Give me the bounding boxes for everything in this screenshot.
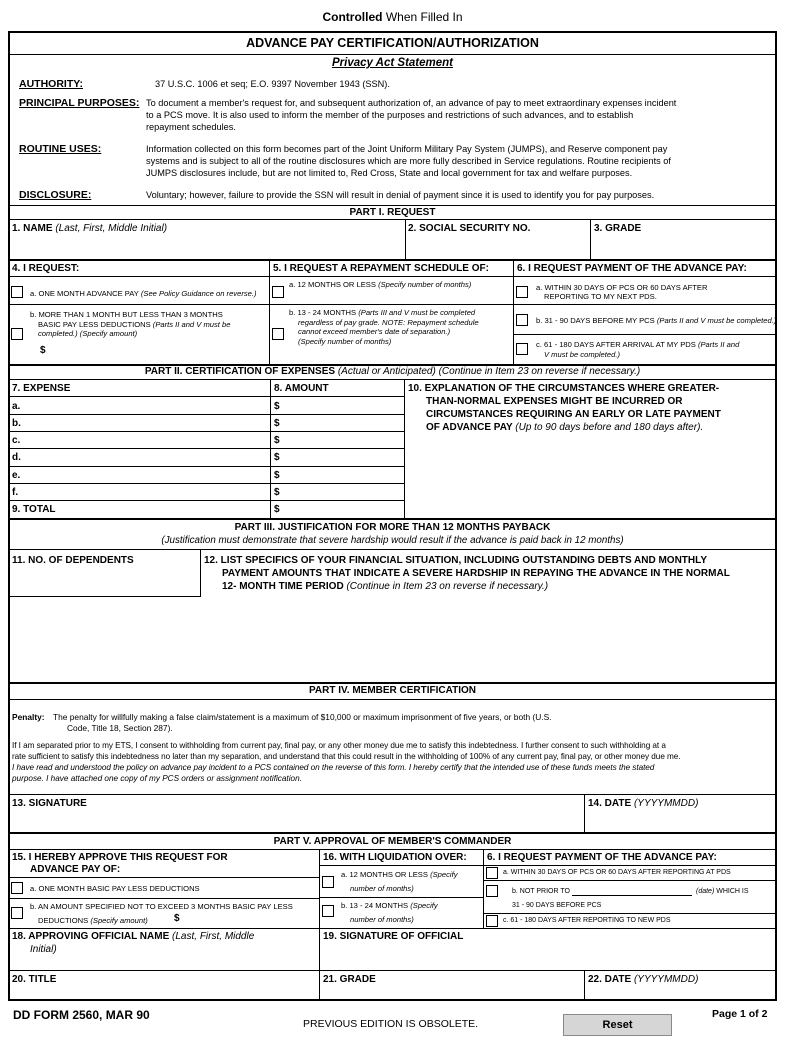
cmd-payment-a-label: a. WITHIN 30 DAYS OF PCS OR 60 DAYS AFTER REPORTING AT PDS [503,869,731,876]
consent-line-4: purpose. I have attached one copy of my PCS orders or assignment notification. [12,774,302,783]
controlled-bold: Controlled [322,10,383,24]
expense-row-b-label: b. [12,418,21,429]
cmd-date-input[interactable] [588,986,774,999]
title-input[interactable] [12,986,315,999]
liquidation-label: 16. WITH LIQUIDATION OVER: [323,852,467,863]
expense-row-f-input[interactable] [30,484,266,499]
repay-b-months-input[interactable] [298,347,508,361]
approve-b-line-1: b. AN AMOUNT SPECIFIED NOT TO EXCEED 3 MONTHS BASIC PAY LESS [30,902,293,911]
amount-label: 8. AMOUNT [274,383,329,394]
liquidation-a-months-input[interactable] [420,880,478,894]
official-name-label: 18. APPROVING OFFICIAL NAME (Last, First, Middle [12,931,255,942]
liquidation-a-line-1: a. 12 MONTHS OR LESS (Specify [341,870,458,879]
official-signature-field[interactable] [323,945,773,968]
payment-b-label: b. 31 - 90 DAYS BEFORE MY PCS (Parts II and V must be completed.) [536,316,777,325]
ssn-label: 2. SOCIAL SECURITY NO. [408,223,531,234]
purposes-line-2: to a PCS move. It is also used to inform the member of the purposes and restrictions of such advances, and to establish [146,110,634,120]
cmd-grade-label: 21. GRADE [323,974,376,985]
amount-row-c-input[interactable] [284,432,401,447]
penalty-line-2: Code, Title 18, Section 287). [67,723,173,733]
expense-row-d-input[interactable] [30,449,266,464]
request-b-checkbox[interactable] [11,328,23,340]
amount-row-a-input[interactable] [284,398,401,413]
dependents-input[interactable] [12,570,198,590]
part5-title: PART V. APPROVAL OF MEMBER'S COMMANDER [273,836,512,847]
specifics-textarea[interactable] [12,598,774,680]
liquidation-b-months-input[interactable] [420,911,478,925]
form-id: DD FORM 2560, MAR 90 [13,1008,150,1022]
cmd-payment-label: 6. I REQUEST PAYMENT OF THE ADVANCE PAY: [487,852,717,863]
disclosure-label: DISCLOSURE: [19,189,92,201]
amount-row-f-input[interactable] [284,484,401,499]
signature-label: 13. SIGNATURE [12,798,87,809]
cmd-payment-b-date-input[interactable] [572,884,692,896]
request-b-line-3: completed.) (Specify amount) [38,329,138,338]
amount-row-f-dollar: $ [274,487,280,498]
cmd-grade-input[interactable] [323,986,581,999]
repay-b-line-4: (Specify number of months) [298,337,392,346]
controlled-notice [0,10,785,24]
request-label: 4. I REQUEST: [12,263,80,274]
amount-row-d-dollar: $ [274,452,280,463]
consent-line-1: If I am separated prior to my ETS, I consent to withholding from current pay, final pay, or any other money due me to satisfy this indebtedness. I further consent to such withholding at a [12,741,666,750]
page-number: Page 1 of 2 [712,1008,768,1020]
official-signature-label: 19. SIGNATURE OF OFFICIAL [323,931,464,942]
grade-input[interactable] [592,236,775,258]
explain-line-4: OF ADVANCE PAY (Up to 90 days before and 180 days after). [426,422,704,433]
repay-b-line-3: cannot exceed member's date of separation.) [298,327,451,336]
cmd-payment-c-label: c. 61 - 180 DAYS AFTER REPORTING TO NEW PDS [503,917,671,924]
name-input[interactable] [10,236,404,258]
explain-line-2: THAN-NORMAL EXPENSES MIGHT BE INCURRED OR [426,396,683,407]
routine-line-3: JUMPS disclosures include, but are not limited to, Red Cross, State and local government for tax and welfare purposes. [146,168,633,178]
routine-line-1: Information collected on this form becomes part of the Joint Uniform Military Pay System (JUMPS), and Reserve component pay [146,144,668,154]
cmd-payment-b-checkbox[interactable] [486,885,498,897]
cmd-payment-b-line-1: b. NOT PRIOR TO [512,888,570,895]
cmd-payment-a-checkbox[interactable] [486,867,498,879]
repay-b-checkbox[interactable] [272,328,284,340]
amount-row-e-input[interactable] [284,467,401,482]
repay-label: 5. I REQUEST A REPAYMENT SCHEDULE OF: [273,263,489,274]
approve-b-amount-input[interactable] [184,912,314,926]
part4-title: PART IV. MEMBER CERTIFICATION [308,685,477,696]
payment-a-checkbox[interactable] [516,286,528,298]
request-b-line-2: BASIC PAY LESS DEDUCTIONS (Parts II and V must be [38,320,231,329]
specifics-line-1: 12. LIST SPECIFICS OF YOUR FINANCIAL SITUATION, INCLUDING OUTSTANDING DEBTS AND MONTHLY [204,555,707,566]
explain-line-3: CIRCUMSTANCES REQUIRING AN EARLY OR LATE PAYMENT [426,409,721,420]
payment-c-line-1: c. 61 - 180 DAYS AFTER ARRIVAL AT MY PDS (Parts II and [536,340,740,349]
total-label: 9. TOTAL [12,504,56,515]
approve-line-2: ADVANCE PAY OF: [30,864,121,875]
request-a-label: a. ONE MONTH ADVANCE PAY (See Policy Guidance on reverse.) [30,289,257,298]
routine-label: ROUTINE USES: [19,143,102,155]
purposes-line-1: To document a member's request for, and subsequent authorization of, an advance of pay to meet extraordinary expenses incident [146,98,677,108]
liquidation-b-checkbox[interactable] [322,905,334,917]
repay-b-line-1: b. 13 - 24 MONTHS (Parts III and V must be completed [289,308,476,317]
payment-a-line-2: REPORTING TO MY NEXT PDS. [544,292,657,301]
payment-label: 6. I REQUEST PAYMENT OF THE ADVANCE PAY: [517,263,747,274]
approve-b-dollar: $ [174,913,180,924]
authority-text: 37 U.S.C. 1006 et seq; E.O. 9397 November 1943 (SSN). [155,79,390,89]
total-dollar: $ [274,504,280,515]
liquidation-a-line-2: number of months) [350,884,414,893]
request-a-checkbox[interactable] [11,286,23,298]
total-amount-input[interactable] [284,502,401,517]
penalty-label: Penalty: [12,712,45,722]
signature-field[interactable] [12,811,580,829]
repay-a-label: a. 12 MONTHS OR LESS (Specify number of months) [289,280,472,289]
explain-line-1: 10. EXPLANATION OF THE CIRCUMSTANCES WHERE GREATER- [408,383,720,394]
consent-line-2: rate sufficient to satisfy this indebtedness no later than my separation, and understand that this could result in the withholding of 100% of any current pay, final pay, or other money due me. [12,752,681,761]
repay-a-checkbox[interactable] [272,286,284,298]
request-b-dollar: $ [40,345,46,356]
approve-b-checkbox[interactable] [11,907,23,919]
form-title: ADVANCE PAY CERTIFICATION/AUTHORIZATION [246,36,539,50]
payment-c-line-2: V must be completed.) [544,350,620,359]
approve-a-label: a. ONE MONTH BASIC PAY LESS DEDUCTIONS [30,884,200,893]
consent-line-3: I have read and understood the policy on advance pay incident to a PCS contained on the reverse of this form. I hereby certify that the intended use of these funds meets the stated [12,763,655,772]
payment-a-line-1: a. WITHIN 30 DAYS OF PCS OR 60 DAYS AFTER [536,283,708,292]
disclosure-text: Voluntary; however, failure to provide the SSN will result in denial of payment since it is used to identify you for pay purposes. [146,190,655,200]
purposes-line-3: repayment schedules. [146,122,236,132]
official-name-hint-2: Initial) [30,944,57,955]
explanation-textarea[interactable] [408,437,774,516]
approve-a-checkbox[interactable] [11,882,23,894]
controlled-rest: When Filled In [385,10,463,24]
reset-button[interactable]: Reset [563,1014,672,1036]
expense-row-a-input[interactable] [30,398,266,413]
purposes-label: PRINCIPAL PURPOSES: [19,97,140,109]
amount-row-b-dollar: $ [274,418,280,429]
cmd-payment-c-checkbox[interactable] [486,915,498,927]
part1-title: PART I. REQUEST [349,207,436,218]
privacy-title: Privacy Act Statement [331,57,453,69]
part3-subtitle: (Justification must demonstrate that severe hardship would result if the advance is paid back in 12 months) [161,535,624,546]
authority-label: AUTHORITY: [19,78,83,90]
title-label: 20. TITLE [12,974,57,985]
member-date-label: 14. DATE (YYYYMMDD) [588,798,699,809]
cmd-payment-b-line-1-end: (date) WHICH IS [696,888,749,895]
ssn-input[interactable] [407,236,589,258]
approve-b-line-2: DEDUCTIONS (Specify amount) [38,916,148,925]
name-label: 1. NAME (Last, First, Middle Initial) [12,223,168,234]
expense-row-f-label: f. [12,487,19,498]
request-b-line-1: b. MORE THAN 1 MONTH BUT LESS THAN 3 MONTHS [30,310,223,319]
repay-b-line-2: regardless of pay grade. NOTE: Repayment schedule [298,318,479,327]
cmd-payment-b-line-2: 31 - 90 DAYS BEFORE PCS [512,902,602,909]
approve-line-1: 15. I HEREBY APPROVE THIS REQUEST FOR [12,852,228,863]
expense-row-e-input[interactable] [30,467,266,482]
penalty-line-1: The penalty for willfully making a false claim/statement is a maximum of $10,000 or maximum imprisonment of five years, or both (U.S. [53,712,552,722]
request-b-amount-input[interactable] [50,343,260,359]
specifics-line-2: PAYMENT AMOUNTS THAT INDICATE A SEVERE HARDSHIP IN REPAYING THE ADVANCE IN THE NORMAL [222,568,730,579]
expense-label: 7. EXPENSE [12,383,71,394]
specifics-line-3: 12- MONTH TIME PERIOD (Continue in Item 23 on reverse if necessary.) [222,581,549,592]
expense-row-e-label: e. [12,470,21,481]
liquidation-a-checkbox[interactable] [322,876,334,888]
part2-title: PART II. CERTIFICATION OF EXPENSES (Actual or Anticipated) (Continue in Item 23 on reverse if necessary.) [144,366,641,377]
grade-label: 3. GRADE [594,223,642,234]
expense-row-c-input[interactable] [30,432,266,447]
part3-title: PART III. JUSTIFICATION FOR MORE THAN 12 MONTHS PAYBACK [234,522,551,533]
amount-row-e-dollar: $ [274,470,280,481]
payment-c-checkbox[interactable] [516,343,528,355]
expense-row-a-label: a. [12,401,21,412]
expense-row-c-label: c. [12,435,21,446]
cmd-date-label: 22. DATE (YYYYMMDD) [588,974,699,985]
amount-row-c-dollar: $ [274,435,280,446]
amount-row-a-dollar: $ [274,401,280,412]
repay-a-months-input[interactable] [289,290,509,302]
routine-line-2: systems and is subject to all of the routine disclosures which are more fully described in Service regulations. Routine recipients of [146,156,671,166]
official-name-input[interactable] [12,956,315,968]
liquidation-b-line-2: number of months) [350,915,414,924]
expense-row-d-label: d. [12,452,21,463]
amount-row-d-input[interactable] [284,449,401,464]
obsolete-notice: PREVIOUS EDITION IS OBSOLETE. [303,1018,479,1030]
payment-b-checkbox[interactable] [516,314,528,326]
expense-row-b-input[interactable] [30,415,266,430]
liquidation-b-line-1: b. 13 - 24 MONTHS (Specify [341,901,438,910]
amount-row-b-input[interactable] [284,415,401,430]
member-date-input[interactable] [588,811,774,829]
dependents-label: 11. NO. OF DEPENDENTS [12,555,134,566]
